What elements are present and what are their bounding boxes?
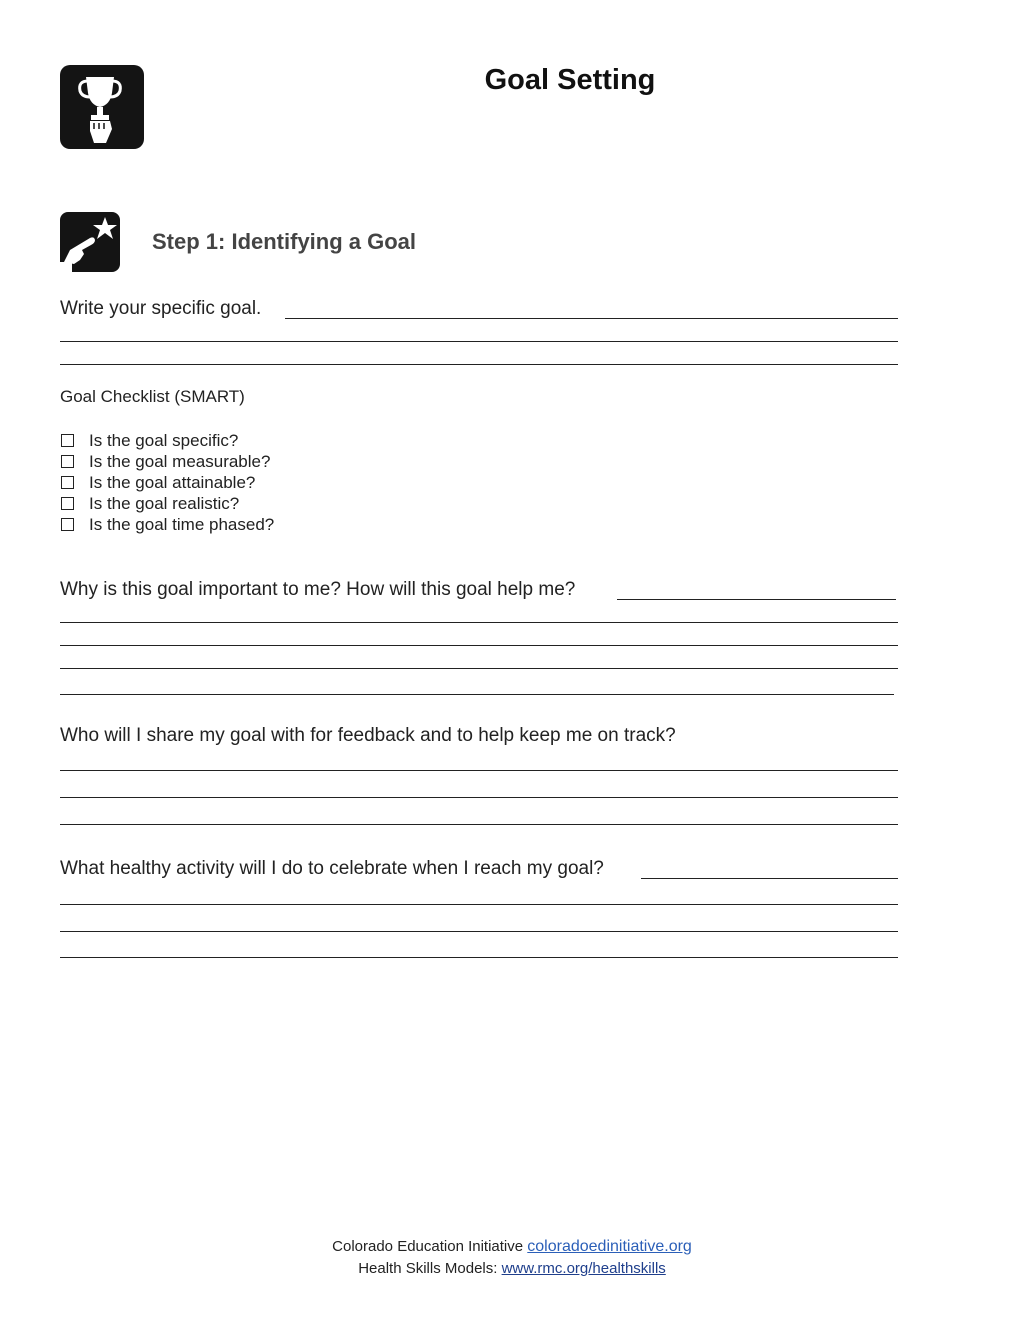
share-with-label: Who will I share my goal with for feedback and to help keep me on track?: [60, 725, 676, 746]
celebrate-answer-line[interactable]: [641, 878, 898, 879]
checklist-item[interactable]: Is the goal attainable?: [60, 472, 274, 493]
star-hand-icon: [60, 212, 120, 272]
celebrate-answer-line[interactable]: [60, 904, 898, 905]
why-important-answer-line[interactable]: [60, 668, 898, 669]
models-link[interactable]: www.rmc.org/healthskills: [501, 1260, 666, 1277]
footer-models: [0, 1260, 1024, 1277]
specific-goal-answer-line[interactable]: [285, 318, 898, 319]
why-important-answer-line[interactable]: [60, 622, 898, 623]
why-important-answer-line[interactable]: [617, 599, 896, 600]
celebrate-label: What healthy activity will I do to celebrate when I reach my goal?: [60, 858, 604, 879]
specific-goal-answer-line[interactable]: [60, 341, 898, 342]
checkbox-icon[interactable]: [61, 455, 74, 468]
why-important-answer-line[interactable]: [60, 645, 898, 646]
org-link[interactable]: coloradoedinitiative.org: [527, 1238, 692, 1255]
specific-goal-answer-line[interactable]: [60, 364, 898, 365]
step-title: Step 1: Identifying a Goal: [152, 229, 417, 254]
why-important-answer-line[interactable]: [60, 694, 894, 695]
celebrate-answer-line[interactable]: [60, 957, 898, 958]
checkbox-icon[interactable]: [61, 497, 74, 510]
checklist-item[interactable]: Is the goal specific?: [60, 430, 274, 451]
checklist-item[interactable]: Is the goal measurable?: [60, 451, 274, 472]
page-title: Goal Setting: [484, 64, 656, 96]
checklist-item[interactable]: Is the goal realistic?: [60, 493, 274, 514]
smart-checklist: [60, 430, 274, 535]
footer-org: [0, 1238, 1024, 1256]
checklist-title: Goal Checklist (SMART): [60, 387, 245, 406]
footer-org-label: Colorado Education Initiative: [332, 1238, 524, 1255]
specific-goal-label: Write your specific goal.: [60, 298, 262, 319]
checkbox-icon[interactable]: [61, 518, 74, 531]
footer-models-label: Health Skills Models:: [358, 1260, 498, 1277]
checkbox-icon[interactable]: [61, 476, 74, 489]
share-with-answer-line[interactable]: [60, 770, 898, 771]
share-with-answer-line[interactable]: [60, 824, 898, 825]
checkbox-icon[interactable]: [61, 434, 74, 447]
celebrate-answer-line[interactable]: [60, 931, 898, 932]
checklist-item[interactable]: Is the goal time phased?: [60, 514, 274, 535]
trophy-icon: [60, 65, 144, 149]
why-important-label: Why is this goal important to me? How will this goal help me?: [60, 579, 576, 600]
share-with-answer-line[interactable]: [60, 797, 898, 798]
